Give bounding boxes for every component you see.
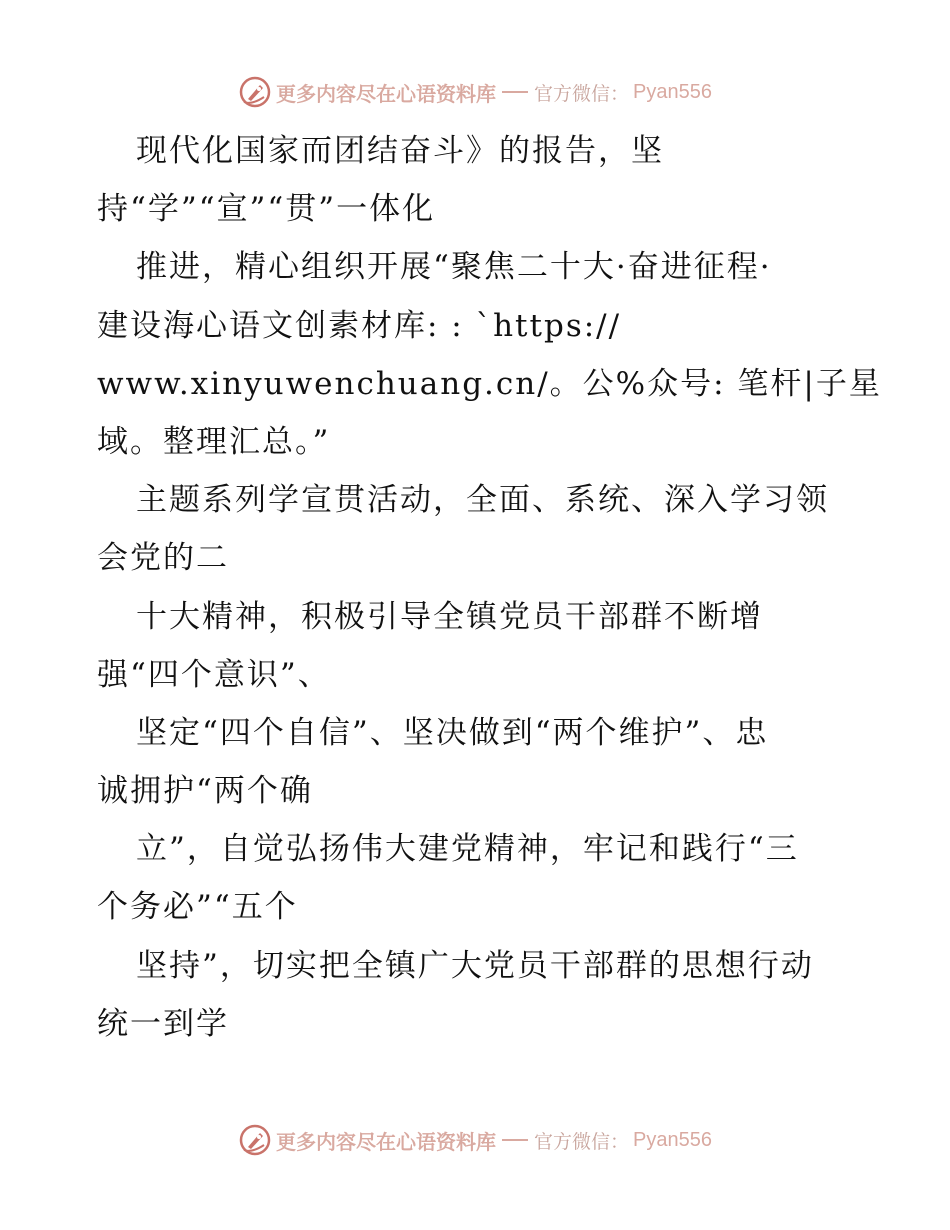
watermark-dash: [502, 91, 528, 93]
text-line: 现代化国家而团结奋斗》的报告，坚: [136, 133, 664, 169]
footer-watermark: [0, 1120, 950, 1160]
document-body: [97, 122, 882, 1053]
text-line: 主题系列学宣贯活动，全面、系统、深入学习领: [136, 482, 829, 519]
text-line: 会党的二: [97, 540, 229, 577]
header-watermark: [0, 72, 950, 112]
text-line: www.xinyuwenchuang.cn/。公%众号: 笔杆|子星: [97, 365, 882, 402]
watermark-wechat-id: Pyan556: [633, 1128, 712, 1151]
watermark-official-label: 官方微信：: [534, 82, 630, 105]
text-line: 建设海心语文创素材库: : `https://: [97, 307, 622, 344]
text-line: 推进，精心组织开展“聚焦二十大·奋进征程·: [136, 249, 772, 286]
text-line: 诚拥护“两个确: [97, 773, 313, 810]
watermark-official-label: 官方微信：: [534, 1130, 630, 1153]
text-line: 个务必”“五个: [97, 889, 298, 926]
watermark-text: 更多内容尽在心语资料库: [276, 81, 496, 106]
watermark-dash: [502, 1139, 528, 1141]
text-line: 持“学”“宣”“贯”一体化: [97, 191, 436, 228]
watermark-wechat-id: Pyan556: [633, 80, 712, 103]
pen-nib-logo-icon: [238, 1123, 272, 1157]
text-line: 坚定“四个自信”、坚决做到“两个维护”、忠: [136, 714, 769, 751]
text-line: 域。整理汇总。”: [97, 423, 331, 460]
text-line: 强“四个意识”、: [97, 656, 331, 693]
text-line: 十大精神，积极引导全镇党员干部群不断增: [136, 598, 763, 635]
text-line: 统一到学: [97, 1005, 229, 1042]
text-line: 立”，自觉弘扬伟大建党精神，牢记和践行“三: [136, 831, 799, 868]
text-line: 坚持”，切实把全镇广大党员干部群的思想行动: [136, 947, 814, 984]
pen-nib-logo-icon: [238, 75, 272, 109]
watermark-text: 更多内容尽在心语资料库: [276, 1129, 496, 1154]
